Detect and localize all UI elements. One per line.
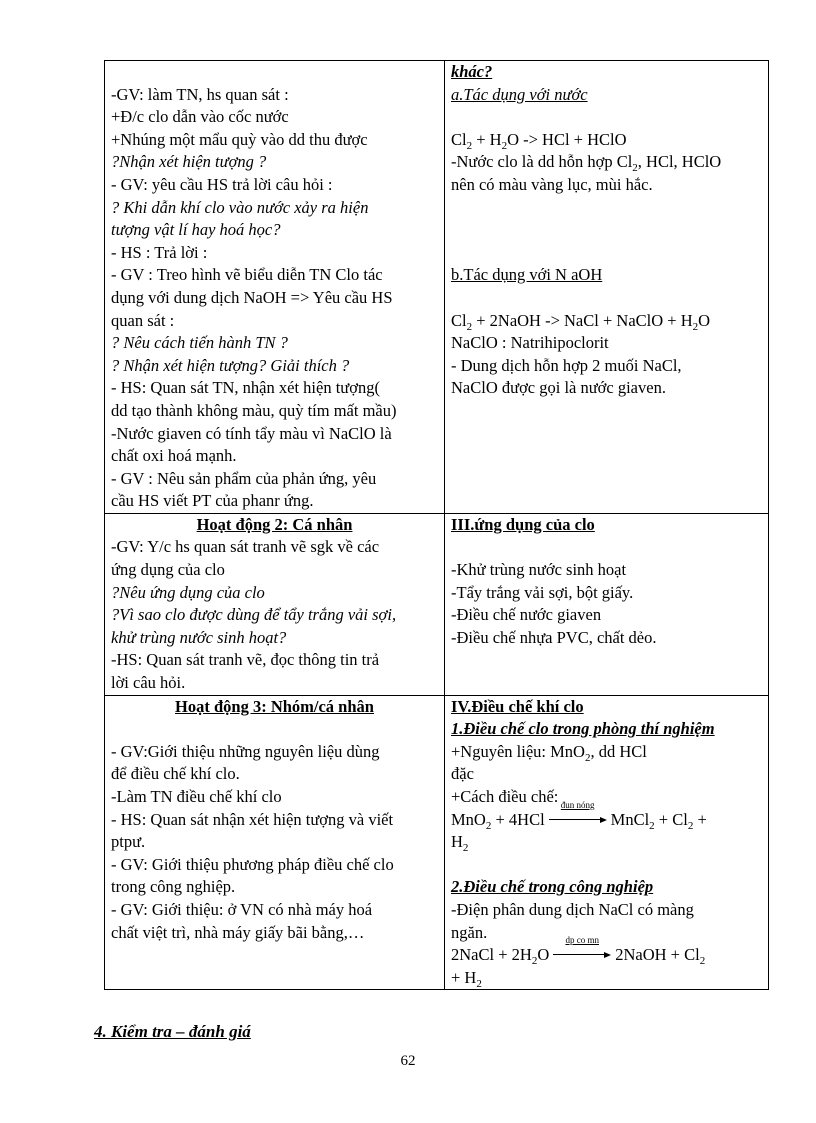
- text-line: - HS: Quan sát TN, nhận xét hiện tượng(: [111, 378, 380, 398]
- text-line: -Nước clo là dd hỗn hợp $Cl_2$, HCl, HClO: [451, 152, 722, 175]
- teacher-student-activity-cell: [105, 61, 445, 514]
- subheading-lab: 1.Điều chế clo trong phòng thí nghiệm: [451, 719, 715, 739]
- text-line: chất việt trì, nhà máy giấy bãi bằng,…: [111, 922, 365, 942]
- lesson-table: [104, 60, 769, 990]
- text-line: +Cách điều chế:: [451, 787, 559, 806]
- activity-title: Hoạt động 2: Cá nhân: [196, 514, 353, 534]
- section-heading: III.ứng dụng của clo: [451, 514, 595, 534]
- section-title: 4. Kiểm tra – đánh giá: [94, 1022, 251, 1041]
- text-line: dụng với dung dịch NaOH => Yêu cầu HS: [111, 287, 393, 307]
- text-line: -HS: Quan sát tranh vẽ, đọc thông tin trả: [111, 650, 380, 670]
- text-line: - GV:Giới thiệu những nguyên liệu dùng: [111, 741, 380, 761]
- text-line: nên có màu vàng lục, mùi hắc.: [451, 174, 653, 194]
- text-line: - GV: Giới thiệu phương pháp điều chế clo: [111, 854, 394, 874]
- question-line: ?Nêu ứng dụng của clo: [111, 582, 265, 602]
- text-line: -GV: Y/c hs quan sát tranh vẽ sgk về các: [111, 537, 380, 557]
- equation-lab: MnO$_2$ + 4HCl đun nóng MnCl$_2$ + $Cl_2$ +: [451, 799, 707, 832]
- activity-title: Hoạt động 3: Nhóm/cá nhân: [175, 696, 374, 716]
- text-line: lời câu hỏi.: [111, 673, 186, 693]
- text-line: ptpư.: [111, 832, 146, 852]
- text-line: để điều chế khí clo.: [111, 764, 240, 784]
- teacher-student-activity-cell: [105, 695, 445, 990]
- text-line: [111, 61, 438, 84]
- table-row: [105, 513, 769, 695]
- text-line: NaClO được gọi là nước giaven.: [451, 378, 666, 398]
- text-line: ứng dụng của clo: [111, 560, 225, 580]
- question-line: ?Nhận xét hiện tượng ?: [111, 152, 267, 172]
- text-line: -Làm TN điều chế khí clo: [111, 787, 282, 806]
- section-heading: IV.Điều chế khí clo: [451, 696, 584, 716]
- equation-naoh: $Cl_2$ + 2NaOH -> NaCl + NaClO + $H_2O$: [451, 310, 711, 333]
- text-line: +Nhúng một mẩu quỳ vào dd thu được: [111, 129, 368, 149]
- list-item: -Khử trùng nước sinh hoạt: [451, 560, 627, 580]
- question-line: ? Nhận xét hiện tượng? Giải thích ?: [111, 355, 350, 375]
- teacher-student-activity-cell: [105, 513, 445, 695]
- text-line: NaClO : Natrihipoclorit: [451, 333, 609, 353]
- text-line: đặc: [451, 764, 474, 784]
- text-line: - GV: yêu cầu HS trả lời câu hỏi :: [111, 174, 333, 194]
- equation-water: $Cl_2 + H_2O$ -> HCl + HClO: [451, 129, 627, 152]
- text-line: -GV: làm TN, hs quan sát :: [111, 84, 289, 104]
- text-line: quan sát :: [111, 310, 175, 330]
- reaction-arrow-icon: dp co mn: [553, 944, 611, 958]
- text-line: trong công nghiệp.: [111, 877, 236, 897]
- list-item: -Điều chế nhựa PVC, chất dẻo.: [451, 627, 657, 647]
- text-line: - GV : Nêu sản phẩm của phản ứng, yêu: [111, 468, 377, 488]
- table-row: [105, 61, 769, 514]
- text-line: dd tạo thành không màu, quỳ tím mất mầu): [111, 400, 397, 420]
- text-line: +Đ/c clo dẫn vào cốc nước: [111, 107, 289, 127]
- text-line: - Dung dịch hỗn hợp 2 muối NaCl,: [451, 355, 682, 375]
- text-line: -Điện phân dung dịch NaCl có màng: [451, 899, 694, 919]
- question-line: tượng vật lí hay hoá học?: [111, 220, 281, 240]
- list-item: -Tẩy trắng vải sợi, bột giấy.: [451, 582, 634, 602]
- question-line: khử trùng nước sinh hoạt?: [111, 627, 287, 647]
- text-line: cầu HS viết PT của phanr ứng.: [111, 491, 314, 511]
- text-line: chất oxi hoá mạnh.: [111, 446, 237, 466]
- content-cell: [445, 513, 769, 695]
- subheading-industry: 2.Điều chế trong công nghiệp: [451, 877, 654, 897]
- page-number: 62: [400, 1053, 416, 1069]
- equation-industry-tail: + $H_2$: [451, 967, 482, 990]
- text-line: - HS: Quan sát nhận xét hiện tượng và viết: [111, 809, 394, 829]
- text-line: - GV : Treo hình vẽ biểu diễn TN Clo tác: [111, 265, 383, 285]
- content-cell: [445, 61, 769, 514]
- subheading-naoh: b.Tác dụng với N aOH: [451, 265, 603, 285]
- text-line: -Nước giaven có tính tẩy màu vì NaClO là: [111, 423, 392, 443]
- question-line: ? Khi dẫn khí clo vào nước xảy ra hiện: [111, 197, 369, 217]
- question-line: ? Nêu cách tiến hành TN ?: [111, 333, 288, 353]
- text-line: ngăn.: [451, 922, 488, 942]
- question-line: ?Vì sao clo được dùng để tẩy trắng vải sợi,: [111, 605, 397, 625]
- equation-lab-tail: $H_2$: [451, 832, 469, 855]
- text-line: - GV: Giới thiệu: ở VN có nhà máy hoá: [111, 899, 373, 919]
- table-row: [105, 695, 769, 990]
- subheading-water: a.Tác dụng với nước: [451, 84, 588, 104]
- list-item: -Điều chế nước giaven: [451, 605, 602, 625]
- text-line: - HS : Trả lời :: [111, 242, 208, 262]
- text-line: +Nguyên liệu: MnO$_2$, dd HCl: [451, 741, 647, 764]
- reaction-arrow-icon: đun nóng: [549, 809, 607, 823]
- content-cell: [445, 695, 769, 990]
- equation-industry: 2NaCl + $2H_2O$ dp co mn 2NaOH + $Cl_2$: [451, 935, 706, 968]
- heading-continued: khác?: [451, 62, 493, 81]
